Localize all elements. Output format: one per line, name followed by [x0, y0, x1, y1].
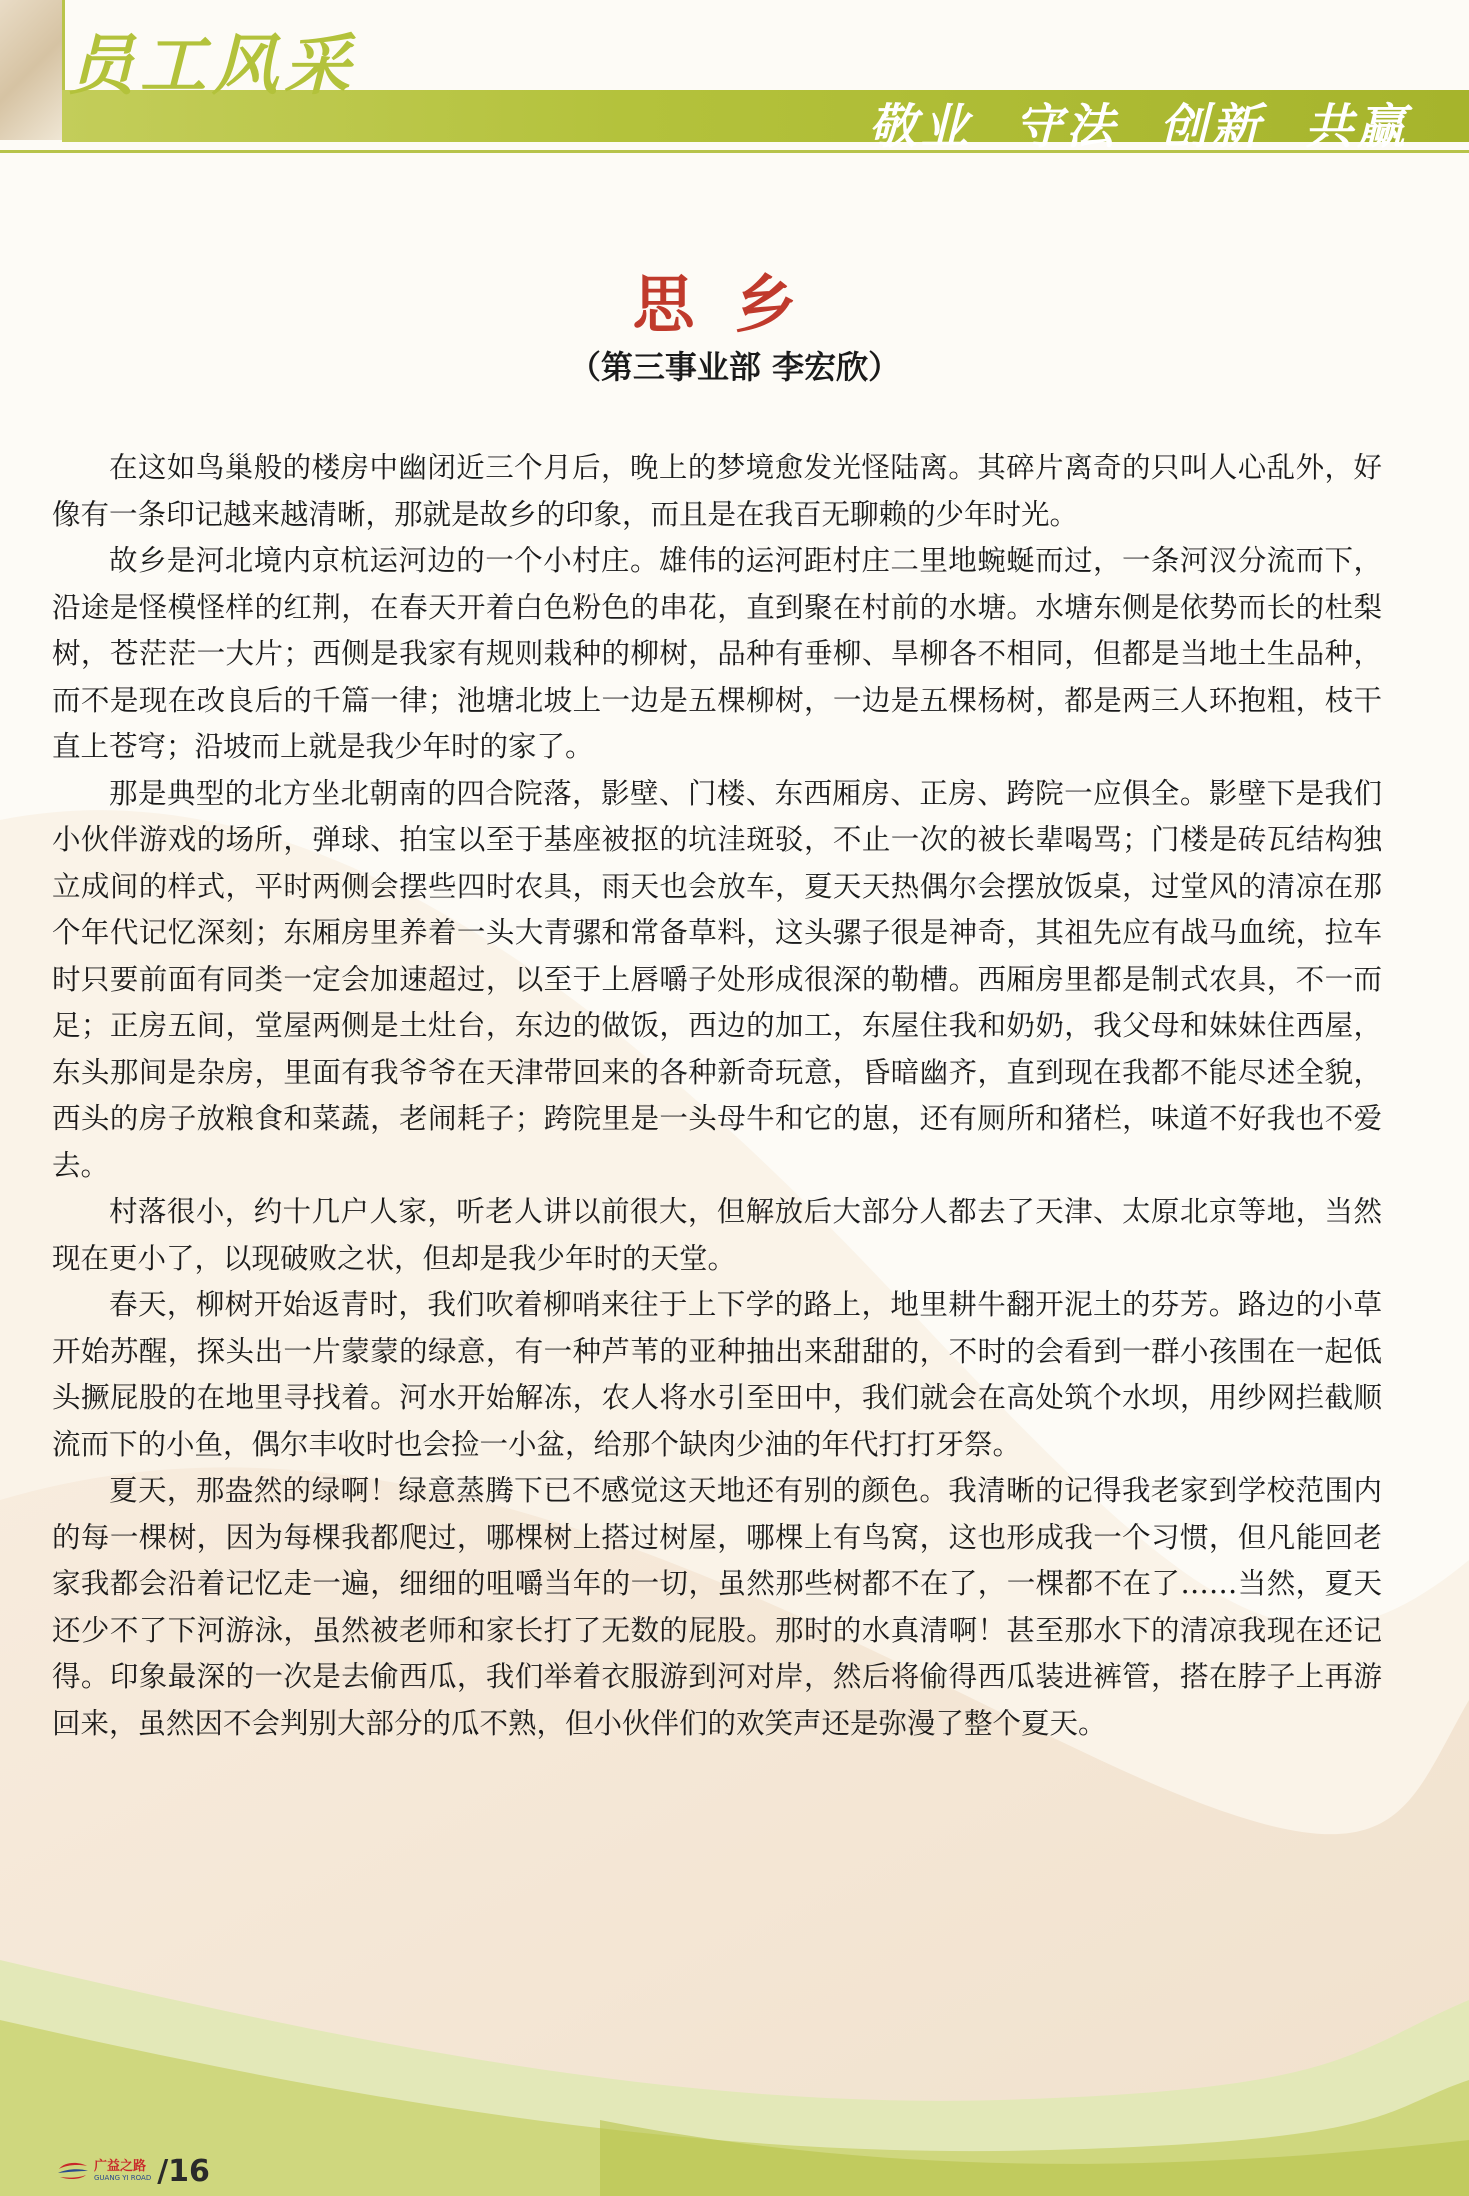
section-title: 员工风采 [68, 26, 356, 104]
logo-cn: 广益之路 [94, 2159, 147, 2174]
article-paragraph: 夏天，那盎然的绿啊！绿意蒸腾下已不感觉这天地还有别的颜色。我清晰的记得我老家到学校范围内的每一棵树，因为每棵我都爬过，哪棵树上搭过树屋，哪棵上有鸟窝，这也形成我一个习惯，但凡能回老家我都会沿着记忆走一遍，细细的咀嚼当年的一切，虽然那些树都不在了，一棵都不在了……当然，夏天还少不了下河游泳，虽然被老师和家长打了无数的屁股。那时的水真清啊！甚至那水下的清凉我现在还记得。印象最深的一次是去偷西瓜，我们举着衣服游到河对岸，然后将偷得西瓜装进裤管，搭在脖子上再游回来，虽然因不会判别大部分的瓜不熟，但小伙伴们的欢笑声还是弥漫了整个夏天。 [52, 1474, 1382, 1740]
article-title: 思乡 [632, 268, 837, 341]
article-body [52, 445, 1382, 1747]
article-paragraph: 村落很小，约十几户人家，听老人讲以前很大，但解放后大部分人都去了天津、太原北京等地，当然现在更小了，以现破败之状，但却是我少年时的天堂。 [52, 1195, 1382, 1275]
footer [56, 2153, 210, 2189]
article-paragraph: 那是典型的北方坐北朝南的四合院落，影壁、门楼、东西厢房、正房、跨院一应俱全。影壁下是我们小伙伴游戏的场所，弹球、拍宝以至于基座被抠的坑洼斑驳，不止一次的被长辈喝骂；门楼是砖瓦结构独立成间的样式，平时两侧会摆些四时农具，雨天也会放车，夏天天热偶尔会摆放饭桌，过堂风的清凉在那个年代记忆深刻；东厢房里养着一头大青骡和常备草料，这头骡子很是神奇，其祖先应有战马血统，拉车时只要前面有同类一定会加速超过，以至于上唇嚼子处形成很深的勒槽。西厢房里都是制式农具，不一而足；正房五间，堂屋两侧是土灶台，东边的做饭，西边的加工，东屋住我和奶奶，我父母和妹妹住西屋，东头那间是杂房，里面有我爷爷在天津带回来的各种新奇玩意，昏暗幽齐，直到现在我都不能尽述全貌，西头的房子放粮食和菜蔬，老闹耗子；跨院里是一头母牛和它的崽，还有厕所和猪栏，味道不好我也不爱去。 [52, 776, 1382, 1182]
motto: 敬业 守法 创新 共赢 [868, 99, 1409, 155]
article-byline: （第三事业部 李宏欣） [568, 348, 901, 386]
page-number: /16 [157, 2153, 210, 2189]
logo-en: GUANG YI ROAD [94, 2174, 152, 2182]
article-paragraph: 故乡是河北境内京杭运河边的一个小村庄。雄伟的运河距村庄二里地蜿蜒而过，一条河汊分流而下，沿途是怪模怪样的红荆，在春天开着白色粉色的串花，直到聚在村前的水塘。水塘东侧是依势而长的杜梨树，苍茫茫一大片；西侧是我家有规则栽种的柳树，品种有垂柳、旱柳各不相同，但都是当地土生品种，而不是现在改良后的千篇一律；池塘北坡上一边是五棵柳树，一边是五棵杨树，都是两三人环抱粗，枝干直上苍穹；沿坡而上就是我少年时的家了。 [52, 544, 1382, 763]
article-paragraph: 春天，柳树开始返青时，我们吹着柳哨来往于上下学的路上，地里耕牛翻开泥土的芬芳。路边的小草开始苏醒，探头出一片蒙蒙的绿意，有一种芦苇的亚种抽出来甜甜的，不时的会看到一群小孩围在一起低头撅屁股的在地里寻找着。河水开始解冻，农人将水引至田中，我们就会在高处筑个水坝，用纱网拦截顺流而下的小鱼，偶尔丰收时也会捡一小盆，给那个缺肉少油的年代打打牙祭。 [52, 1288, 1382, 1461]
header-photo [0, 0, 65, 140]
guangyi-logo-icon [56, 2160, 90, 2182]
logo-text [94, 2160, 151, 2182]
article-paragraph: 在这如鸟巢般的楼房中幽闭近三个月后，晚上的梦境愈发光怪陆离。其碎片离奇的只叫人心乱外，好像有一条印记越来越清晰，那就是故乡的印象，而且是在我百无聊赖的少年时光。 [52, 451, 1382, 531]
